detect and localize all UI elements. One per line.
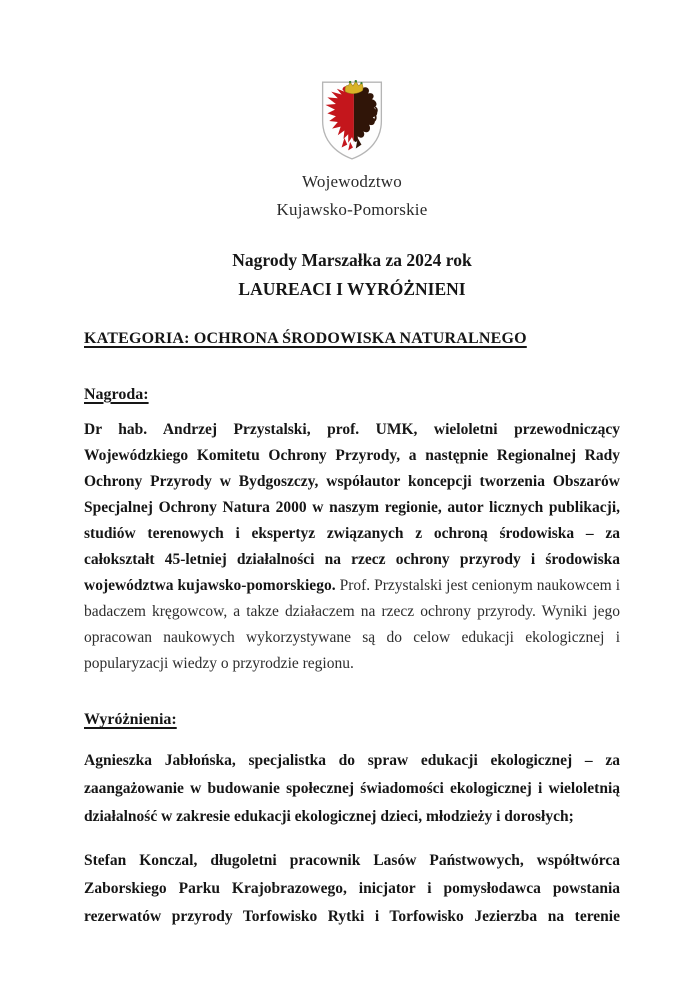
document-title-line2: LAUREACI I WYRÓŻNIENI xyxy=(238,279,466,299)
award-laureate-regular-text: Prof. Przystalski jest cenionym naukowcem i badaczem kręgowcow, a takze działaczem na rzecz ochrony przyrody. Wyniki jego opracowan naukowych wykorzystywane są do celow edukacji ekologicznej i popularyzacji wiedzy o przyrodzie regionu. xyxy=(84,577,620,672)
award-laureate-paragraph xyxy=(84,417,620,677)
kujawsko-pomorskie-coat-of-arms-icon xyxy=(316,78,388,164)
voivodeship-name-line1: Wojewodztwo xyxy=(302,172,402,191)
distinction-paragraph-1: Agnieszka Jabłońska, specjalistka do spraw edukacji ekologicznej – za zaangażowanie w budowanie społecznej świadomości ekologicznej i wieloletnią działalność w zakresie edukacji ekologicznej dzieci, młodzieży i dorosłych; xyxy=(84,752,620,825)
document-title xyxy=(84,246,620,304)
award-section-heading: Nagroda: xyxy=(84,386,149,403)
document-title-line1: Nagrody Marszałka za 2024 rok xyxy=(232,250,472,270)
voivodeship-name-line2: Kujawsko-Pomorskie xyxy=(276,200,428,219)
award-laureate-bold-text: Dr hab. Andrzej Przystalski, prof. UMK, wieloletni przewodniczący Wojewódzkiego Komitetu Ochrony Przyrody, a następnie Regionalnej Rady Ochrony Przyrody w Bydgoszczy, współautor koncepcji tworzenia Obszarów Specjalnej Ochrony Natura 2000 w naszym regionie, autor licznych publikacji, studiów terenowych i ekspertyz związanych z ochroną środowiska – za całokształt 45-letniej działalności na rzecz ochrony przyrody i środowiska województwa kujawsko-pomorskiego. xyxy=(84,421,620,594)
category-heading: KATEGORIA: OCHRONA ŚRODOWISKA NATURALNEGO xyxy=(84,330,527,347)
distinctions-section-heading: Wyróżnienia: xyxy=(84,711,177,728)
document-content xyxy=(0,78,700,931)
distinction-paragraph-2: Stefan Konczal, długoletni pracownik Lasów Państwowych, współtwórca Zaborskiego Parku Krajobrazowego, inicjator i pomysłodawca powstania rezerwatów przyrody Torfowisko Rytki i Torfowisko Jezierzba na terenie xyxy=(84,852,620,925)
